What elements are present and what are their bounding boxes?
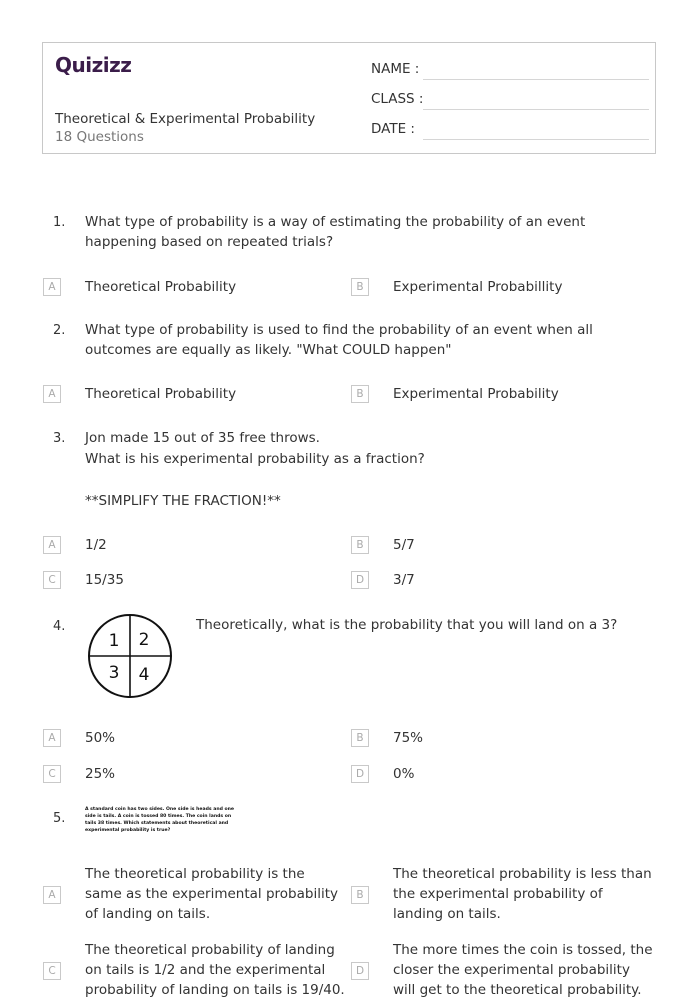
spinner-image	[82, 608, 178, 704]
question-count: 18 Questions	[55, 129, 144, 145]
class-line[interactable]	[423, 109, 649, 110]
name-line[interactable]	[423, 79, 649, 80]
spinner-section-1: 1	[108, 631, 120, 651]
question-text: What type of probability is a way of estimating the probability of an event happening based on repeated trials?	[85, 214, 586, 250]
option-c-badge[interactable]: C	[43, 571, 61, 589]
spinner-section-2: 2	[138, 630, 150, 650]
option-c-text[interactable]: 25%	[85, 766, 116, 782]
spinner-section-3: 3	[108, 663, 120, 683]
worksheet-header	[42, 42, 656, 154]
option-a-badge[interactable]: A	[43, 729, 61, 747]
option-a-text[interactable]: 50%	[85, 730, 116, 746]
question-text-line-1: Jon made 15 out of 35 free throws.	[85, 430, 320, 446]
name-label: NAME :	[371, 61, 420, 77]
option-b-badge[interactable]: B	[351, 729, 369, 747]
question-image-text: A standard coin has two sides. One side is heads and one side is tails. A coin is tossed 80 times. The coin lands on tails 38 times. Which statements about theoretical and experimental probability is true?	[85, 807, 235, 833]
option-b-text[interactable]: Experimental Probabillity	[393, 279, 563, 295]
question-number: 5.	[53, 811, 66, 826]
class-label: CLASS :	[371, 91, 424, 107]
option-d-text[interactable]: 0%	[393, 766, 415, 782]
option-d-badge[interactable]: D	[351, 765, 369, 783]
worksheet-title: Theoretical & Experimental Probability	[55, 111, 316, 127]
question-number: 1.	[53, 215, 66, 230]
option-c-text[interactable]: The theoretical probability of landing on tails is 1/2 and the experimental probability of landing on tails is 19/40.	[85, 942, 345, 998]
option-b-text[interactable]: Experimental Probability	[393, 386, 559, 402]
option-d-text[interactable]: 3/7	[393, 572, 415, 588]
option-b-text[interactable]: 75%	[393, 730, 424, 746]
option-a-badge[interactable]: A	[43, 385, 61, 403]
spinner-section-4: 4	[138, 665, 150, 685]
question-text-line-2: What is his experimental probability as a fraction?	[85, 451, 425, 467]
option-b-badge[interactable]: B	[351, 886, 369, 904]
quizizz-logo: Quizizz	[55, 53, 132, 77]
option-b-badge[interactable]: B	[351, 385, 369, 403]
option-c-text[interactable]: 15/35	[85, 572, 124, 588]
option-b-badge[interactable]: B	[351, 536, 369, 554]
option-b-badge[interactable]: B	[351, 278, 369, 296]
option-b-text[interactable]: The theoretical probability is less than the experimental probability of landing on tails.	[393, 866, 652, 922]
option-a-badge[interactable]: A	[43, 536, 61, 554]
date-label: DATE :	[371, 121, 415, 137]
question-number: 4.	[53, 619, 66, 634]
option-c-badge[interactable]: C	[43, 962, 61, 980]
option-a-text[interactable]: 1/2	[85, 537, 107, 553]
question-number: 3.	[53, 431, 66, 446]
question-text: What type of probability is used to find the probability of an event when all outcomes are equally as likely. "What COULD happen"	[85, 322, 593, 358]
option-d-badge[interactable]: D	[351, 962, 369, 980]
option-a-badge[interactable]: A	[43, 278, 61, 296]
option-a-text[interactable]: Theoretical Probability	[85, 386, 237, 402]
option-a-text[interactable]: Theoretical Probability	[85, 279, 237, 295]
option-d-badge[interactable]: D	[351, 571, 369, 589]
option-a-text[interactable]: The theoretical probability is the same as the experimental probability of landing on tails.	[85, 866, 338, 922]
question-number: 2.	[53, 323, 66, 338]
option-d-text[interactable]: The more times the coin is tossed, the closer the experimental probability will get to the theoretical probability.	[393, 942, 653, 998]
option-b-text[interactable]: 5/7	[393, 537, 415, 553]
date-line[interactable]	[423, 139, 649, 140]
option-a-badge[interactable]: A	[43, 886, 61, 904]
option-c-badge[interactable]: C	[43, 765, 61, 783]
question-text: Theoretically, what is the probability that you will land on a 3?	[196, 617, 618, 633]
question-text-line-3: **SIMPLIFY THE FRACTION!**	[85, 493, 281, 509]
